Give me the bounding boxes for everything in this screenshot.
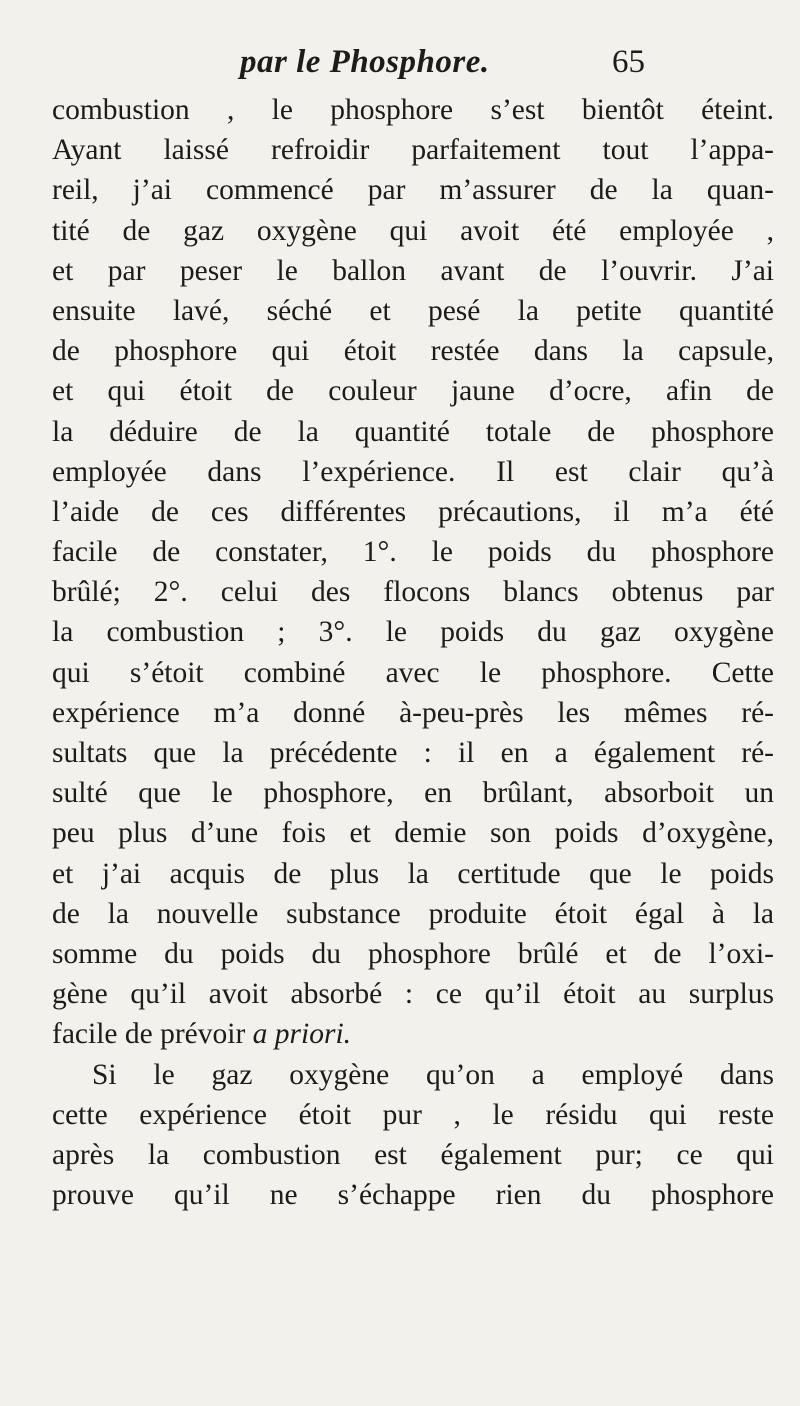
text-line: sulté que le phosphore, en brûlant, absorboit un [52, 777, 774, 810]
text-line: tité de gaz oxygène qui avoit été employée , [52, 214, 774, 247]
text-line: gène qu’il avoit absorbé : ce qu’il étoit au surplus [52, 978, 774, 1011]
text-line: de la nouvelle substance produite étoit égal à la [52, 897, 774, 930]
text-line: brûlé; 2°. celui des flocons blancs obtenus par [52, 576, 774, 609]
text-line: peu plus d’une fois et demie son poids d’oxygène, [52, 817, 774, 850]
text-line: employée dans l’expérience. Il est clair qu’à [52, 455, 774, 488]
text-line: facile de constater, 1°. le poids du phosphore [52, 536, 774, 569]
text-line: et qui étoit de couleur jaune d’ocre, afin de [52, 375, 774, 408]
body-text [52, 90, 774, 1215]
text-line: combustion , le phosphore s’est bientôt éteint. [52, 94, 774, 126]
text-line-roman: facile de prévoir [52, 1018, 246, 1051]
text-line: reil, j’ai commencé par m’assurer de la quan- [52, 174, 774, 207]
text-line: la combustion ; 3°. le poids du gaz oxygène [52, 616, 774, 649]
text-line: ensuite lavé, séché et pesé la petite quantité [52, 294, 774, 327]
text-line: Si le gaz oxygène qu’on a employé dans [92, 1058, 774, 1091]
text-line: et par peser le ballon avant de l’ouvrir. J’ai [52, 254, 774, 287]
text-line: prouve qu’il ne s’échappe rien du phosphore [52, 1179, 774, 1212]
text-line-italic: a priori. [252, 1018, 352, 1051]
running-title: par le Phosphore. [240, 44, 490, 80]
text-line: et j’ai acquis de plus la certitude que le poids [52, 857, 774, 890]
text-line: après la combustion est également pur; ce qui [52, 1138, 774, 1171]
text-line: cette expérience étoit pur , le résidu qui reste [52, 1098, 774, 1131]
text-line: qui s’étoit combiné avec le phosphore. Cette [52, 656, 774, 689]
text-line: expérience m’a donné à-peu-près les mêmes ré- [52, 696, 774, 729]
text-line: l’aide de ces différentes précautions, il m’a été [52, 495, 774, 528]
text-line: Ayant laissé refroidir parfaitement tout l’appa- [52, 134, 774, 167]
text-line: sultats que la précédente : il en a également ré- [52, 737, 774, 769]
text-line: somme du poids du phosphore brûlé et de l’oxi- [52, 937, 774, 970]
page-number: 65 [612, 44, 645, 80]
text-line: de phosphore qui étoit restée dans la capsule, [52, 335, 774, 368]
page-header [0, 44, 800, 84]
text-line [52, 1014, 774, 1054]
text-line: la déduire de la quantité totale de phosphore [52, 415, 774, 448]
